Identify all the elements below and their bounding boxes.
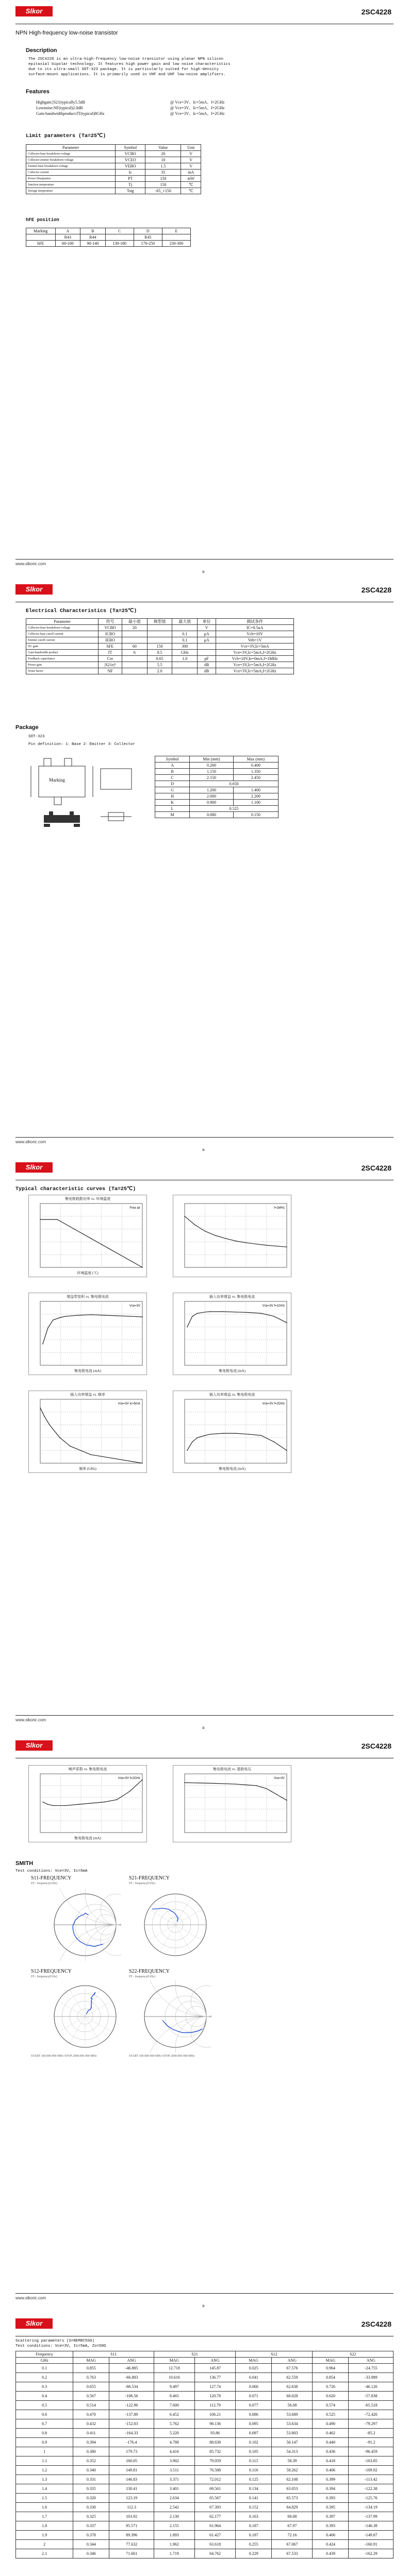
- x-axis-label: 频率 (GHz): [79, 1467, 96, 1471]
- table-row: 1.7 0.325 103.92 2.130 62.177 0.163 69.08 0.397 -137.99: [16, 2512, 394, 2521]
- data-point: [246, 1785, 247, 1786]
- table-row: 0.8 0.411 -164.33 5.220 93.86 0.097 53.803 0.462 -85.2: [16, 2429, 394, 2438]
- table-row: 0.6 0.470 -137.89 6.452 106.21 0.086 53.689 0.525 -72.426: [16, 2410, 394, 2419]
- s12-sweep: START 100.000 000 MHz STOP 2000.000 000 MHz: [31, 2055, 97, 2058]
- x-axis-label: 集电极电流 (mA): [219, 1369, 246, 1373]
- data-point: [66, 1805, 67, 1806]
- legend-label: Free air: [129, 1207, 140, 1210]
- description-text: The 2SC4228 is an ultra-high-frequency low-noise transistor using planar NPN silicon epitaxial bipolar technology. It features high power gain and low noise characteristics due to its ultra-small SOT-323 package. It is particularly suited for high-density surface-mount applications. It is primarily used in VHF and UHF low-noise amplifiers.: [28, 57, 231, 77]
- dimensions-table: Symbol Min (mm) Max (mm) A 0.200 0.400 B 1.150 1.350 C 2.150 2.450 D 0.650 G 1.200 1.400 H 2.000 2.200 K 0.900 1.100 L 0.525 M 0.080 0.150: [155, 756, 279, 818]
- data-point: [78, 1804, 79, 1805]
- sparam-conditions: Test conditions: Vce=3V, Ic=5mA, Zo=50Ω: [15, 2344, 106, 2348]
- data-point: [142, 1780, 143, 1781]
- s12-sub: FF− frequency(GHz): [31, 1975, 57, 1978]
- table-row: 1.6 0.330 112.3 2.542 67.393 0.152 64.829 0.395 -134.19: [16, 2503, 394, 2512]
- electrical-table: Parameter 符号 最小值 典型值 最大值 单位 测试条件 Collector-base breakdown voltage VCBO 20 V IC=0.5uA Collector base cutoff current ICBO 0.1 μA Vcb=10V Emitter cutoff current IEBO 0.1 μA Veb=1V DC gain hFE 60 150 300 Vce=3V,Ic=5mA Gain-bandwidth product fT 6 8.5 GHz Vce=3V,Ic=5mA,f=2GHz Feedback capacitance Cre 0.65 1.0 pF Vcb=10V,Ie=0mA,f=1MHz Power gain |S21e|² 5.5 dB Vce=3V,Ic=5mA,f=2GHz Noise factor NF 2.0 dB Vce=3V,Ic=5mA,f=2GHz: [26, 618, 294, 674]
- chart-title: 噪声系数 vs. 集电极电流: [68, 1767, 107, 1771]
- data-point: [70, 1446, 71, 1447]
- x-axis-label: 集电极电流 (mA): [74, 1369, 101, 1373]
- chart-ic-vs-vbe: [173, 1765, 291, 1842]
- s11-title: S11-FREQUENCY: [31, 1875, 72, 1881]
- legend-label: Vce=3V Ic=5mA: [118, 1402, 140, 1405]
- table-row: 1.9 0.378 89.396 1.893 61.427 0.187 72.16 0.406 -149.87: [16, 2531, 394, 2540]
- s22-sweep: START 100.000 000 MHz STOP 2000.000 000 MHz: [129, 2055, 195, 2058]
- chart-title: 插入功率增益 vs. 频率: [70, 1393, 105, 1397]
- polar-chart-s12: [49, 1980, 121, 2053]
- series-line: [187, 1433, 287, 1450]
- data-point: [74, 1229, 75, 1230]
- smith-chart-s11: [49, 1889, 121, 1961]
- data-point: [57, 1219, 58, 1220]
- table-row: 0.5 0.514 -122.96 7.600 112.79 0.077 56.08 0.574 -65.518: [16, 2401, 394, 2410]
- data-point: [235, 1433, 236, 1434]
- polar-chart-s21: [139, 1889, 211, 1961]
- x-axis-label: 环境温度 (℃): [77, 1271, 99, 1275]
- table-row: 0.4 0.567 -106.56 8.465 120.78 0.071 60.028 0.620 -57.838: [16, 2392, 394, 2401]
- data-point: [40, 1408, 41, 1409]
- table-row: 1.2 0.340 149.81 3.511 76.588 0.116 58.262 0.406 -109.92: [16, 2466, 394, 2475]
- table-row: 2 0.344 77.632 1.962 63.618 0.255 67.067 0.424 -160.91: [16, 2540, 394, 2549]
- smith-heading: SMITH: [15, 1860, 34, 1867]
- page-header: [0, 0, 409, 23]
- chart-title: 插入功率增益 vs. 集电极电流: [209, 1295, 255, 1299]
- page-mark: a: [202, 1725, 205, 1730]
- x-axis-label: 集电极电流 (mA): [219, 1467, 246, 1471]
- sparam-heading: Scattering parameters (S=NEM8C5S0): [15, 2339, 95, 2343]
- data-point: [266, 1245, 267, 1246]
- part-number: 2SC4228: [361, 8, 391, 16]
- data-point: [142, 1463, 143, 1464]
- data-point: [90, 1454, 91, 1455]
- data-point: [91, 1314, 92, 1315]
- data-point: [53, 1805, 54, 1806]
- chart-gain-vs-ic-1ghz: [173, 1293, 291, 1375]
- data-point: [187, 1450, 188, 1451]
- data-point: [44, 1416, 45, 1417]
- s21-sub: FF− frequency(GHz): [129, 1882, 155, 1885]
- data-point: [129, 1791, 130, 1792]
- x-axis-label: 集电极电流 (mA): [74, 1836, 101, 1840]
- chart-ft-vs-ic: [28, 1293, 147, 1375]
- page-4: [0, 1734, 409, 2310]
- reactance-arc: [101, 1925, 121, 1956]
- data-point: [117, 1799, 118, 1800]
- part-number: 2SC4228: [361, 586, 391, 594]
- table-row: 0.3 0.655 -86.534 9.497 127.74 0.060 62.638 0.726 -46.126: [16, 2382, 394, 2392]
- data-point: [266, 1788, 267, 1789]
- chart-gain-vs-ic-2ghz: [173, 1391, 291, 1473]
- legend-label: Vce=3V f=2GHz: [262, 1402, 285, 1405]
- legend-label: Vce=3V f=1GHz: [262, 1304, 285, 1308]
- data-point: [117, 1315, 118, 1316]
- data-point: [235, 1241, 236, 1242]
- series-line: [43, 1780, 142, 1805]
- data-point: [248, 1434, 249, 1435]
- data-point: [66, 1316, 67, 1317]
- data-point: [286, 1800, 287, 1801]
- data-point: [184, 1216, 185, 1217]
- data-point: [281, 1797, 282, 1798]
- data-point: [40, 1219, 41, 1220]
- chart-nf-vs-ic: [28, 1765, 147, 1842]
- series-line: [40, 1408, 142, 1463]
- plot-frame: [185, 1399, 287, 1463]
- data-point: [91, 1803, 92, 1804]
- data-point: [91, 1238, 92, 1239]
- part-number: 2SC4228: [361, 1742, 391, 1750]
- data-point: [205, 1312, 206, 1313]
- package-heading: Package: [15, 724, 39, 731]
- features-heading: Features: [26, 89, 50, 95]
- data-point: [192, 1316, 193, 1317]
- brand-logo: Slkor: [15, 2318, 53, 2329]
- page-mark: a: [202, 2303, 205, 2308]
- device-subtitle: NPN High-frequency low-noise transistor: [15, 30, 118, 36]
- brand-logo: Slkor: [15, 1162, 53, 1173]
- data-point: [205, 1435, 206, 1436]
- table-row: 0.7 0.432 -152.03 5.762 98.136 0.095 53.634 0.490 -79.297: [16, 2419, 394, 2429]
- table-row: 0.1 0.855 -46.885 12.718 145.87 0.025 67.576 0.964 -24.755: [16, 2364, 394, 2373]
- part-number: 2SC4228: [361, 1164, 391, 1172]
- data-point: [78, 1315, 79, 1316]
- data-point: [222, 1433, 223, 1434]
- data-point: [261, 1787, 262, 1788]
- plot-frame: [40, 1399, 142, 1463]
- page-1: [0, 0, 409, 576]
- data-point: [129, 1316, 130, 1317]
- legend-label: Vce=3V: [129, 1304, 140, 1308]
- table-row: 2.1 0.346 71.661 1.719 64.762 0.229 67.533 0.439 -162.29: [16, 2549, 394, 2558]
- page-header: [0, 2312, 409, 2335]
- data-point: [47, 1328, 48, 1329]
- plot-frame: [185, 1774, 287, 1833]
- data-point: [184, 1782, 185, 1783]
- data-point: [246, 1242, 247, 1243]
- s21-title: S21-FREQUENCY: [129, 1875, 170, 1881]
- page-header: [0, 1734, 409, 1757]
- table-row: 1.8 0.337 95.571 2.155 61.964 0.187 67.97 0.393 -146.38: [16, 2521, 394, 2531]
- data-point: [60, 1317, 61, 1318]
- data-point: [197, 1313, 198, 1314]
- sparam-table: Frequency S11 S21 S12 S22 GHz MAG ANG MAG ANG MAG ANG MAG ANG 0.1 0.855 -46.885 12.718 145.87 0.025 67.576 0.964 -24.755 0.2 0.763 -66.883 10.616 136.77 0.041 62.559 0.854 -33.989 0.3 0.655 -86.534 9.497 127.74 0.060 62.638 0.726 -46.126 0.4 0.567 -106.56 8.465 120.78 0.071 60.028 0.620 -57.838 0.5 0.514 -122.96 7.600 112.79 0.077 56.08 0.574 -65.518 0.6 0.470 -137.89 6.452 106.21 0.086 53.689 0.525 -72.426 0.7 0.432 -152.03 5.762 98.136 0.095 53.634 0.490 -79.297 0.8 0.411 -164.33 5.220 93.86 0.097 53.803 0.462 -85.2 0.9 0.394 -176.4 4.788 88.638 0.102 56.147 0.440 -91.2 1 0.380 179.73 4.416 85.732 0.105 54.313 0.436 -96.459 1.1 0.352 160.05 3.902 79.059 0.115 58.39 0.418 -103.85 1.2 0.340 149.81 3.511 76.588 0.116 58.262 0.406 -109.92 1.3 0.331 146.83 3.371 72.012 0.125 62.108 0.399 -113.42 1.4 0.335 130.41 3.401 69.561 0.134 63.053 0.394 -122.38 1.5 0.320 123.19 2.634 65.567 0.141 65.573 0.393 -125.76 1.6 0.330 112.3 2.542 67.393 0.152 64.829 0.395 -134.19 1.7 0.325 103.92 2.130 62.177 0.163 69.08 0.397 -137.99 1.8 0.337 95.571 2.155 61.964 0.187 67.97 0.393 -146.38 1.9 0.378 89.396 1.893 61.427 0.187 72.16 0.406 -149.87 2 0.344 77.632 1.962 63.618 0.255 67.067 0.424 -160.91 2.1 0.346 71.661 1.719 64.762 0.229 67.533 0.439 -162.29: [15, 2351, 394, 2558]
- series-line: [185, 1216, 287, 1247]
- page-2: [0, 578, 409, 1154]
- data-point: [192, 1442, 193, 1443]
- table-row: 1 0.380 179.73 4.416 85.732 0.105 54.313 0.436 -96.459: [16, 2447, 394, 2456]
- data-point: [273, 1442, 274, 1443]
- data-point: [205, 1231, 206, 1232]
- data-point: [142, 1267, 143, 1268]
- legend-label: f=1MHz: [274, 1207, 285, 1210]
- table-row: 1.4 0.335 130.41 3.401 69.561 0.134 63.053 0.394 -122.38: [16, 2484, 394, 2494]
- footer-url: www.slkoric.com: [15, 2296, 46, 2300]
- data-point: [142, 1316, 143, 1317]
- legend-label: Vce=3V: [273, 1777, 285, 1780]
- data-point: [273, 1316, 274, 1317]
- data-point: [197, 1437, 198, 1438]
- package-name: SOT-323: [28, 735, 45, 739]
- brand-logo: Slkor: [15, 584, 53, 595]
- plot-frame: [185, 1204, 287, 1267]
- data-point: [235, 1312, 236, 1313]
- data-point: [286, 1247, 287, 1248]
- data-point: [104, 1802, 105, 1803]
- trace-line: [86, 1992, 95, 2014]
- data-point: [187, 1327, 188, 1328]
- data-point: [104, 1315, 105, 1316]
- data-point: [215, 1235, 216, 1236]
- data-point: [235, 1784, 236, 1785]
- chart-power-vs-temp: [28, 1195, 147, 1277]
- part-number: 2SC4228: [361, 2320, 391, 2328]
- series-line: [40, 1219, 142, 1267]
- table-row: 0.2 0.763 -66.883 10.616 136.77 0.041 62.559 0.854 -33.989: [16, 2373, 394, 2382]
- data-point: [42, 1802, 43, 1803]
- limit-table: Parameter Symbol Value Unit Collector-base breakdown voltage VCBO 20 V Collector-emitter breakdown voltage VCEO 10 V Emitter-base breakdown voltage VEBO 1.5 V Collector current Ic 35 mA Power Dissipation PT 150 mW Junction temperature Tj 150 ℃ Storage temperature Tstg -65_+150 ℃: [26, 144, 201, 194]
- footer-url: www.slkoric.com: [15, 1140, 46, 1144]
- hfe-heading: hFE position: [26, 217, 59, 223]
- data-point: [261, 1435, 262, 1436]
- data-point: [261, 1313, 262, 1314]
- table-row: 1.3 0.331 146.83 3.371 72.012 0.125 62.108 0.399 -113.42: [16, 2475, 394, 2484]
- chart-title: 增益带宽积 vs. 集电极电流: [67, 1295, 109, 1299]
- s22-sub: FF− frequency(GHz): [129, 1975, 155, 1978]
- data-point: [210, 1311, 211, 1312]
- chart-gain-vs-freq: [28, 1391, 147, 1473]
- chart-title: 插入功率增益 vs. 集电极电流: [209, 1393, 255, 1397]
- description-heading: Description: [26, 47, 57, 54]
- data-point: [222, 1311, 223, 1312]
- chart-title: 集电极耗散功率 vs. 环境温度: [64, 1197, 111, 1201]
- pin-definition: Pin definition: 1：Base 2：Emitter 3：Collector: [28, 742, 136, 747]
- smith-test-conditions: Test conditions: Vce=3V, Ic=5mA: [15, 1869, 88, 1873]
- data-point: [225, 1238, 226, 1239]
- trace-line: [152, 1908, 178, 1922]
- chart-title: 集电极电流 vs. 基极电压: [212, 1767, 252, 1771]
- table-row: 0.9 0.394 -176.4 4.788 88.638 0.102 56.147 0.440 -91.2: [16, 2438, 394, 2447]
- brand-logo: Slkor: [15, 6, 53, 16]
- footer-url: www.slkoric.com: [15, 1718, 46, 1722]
- plot-frame: [40, 1204, 142, 1267]
- data-point: [286, 1323, 287, 1324]
- data-point: [276, 1246, 277, 1247]
- page-5: [0, 2312, 409, 2576]
- typical-heading: Typical characteristic curves (Ta=25℃): [15, 1187, 136, 1192]
- data-point: [256, 1785, 257, 1786]
- s22-title: S22-FREQUENCY: [129, 1969, 170, 1974]
- smith-chart-s22: [139, 1980, 211, 2053]
- data-point: [53, 1319, 54, 1320]
- marking-label: Marking: [49, 777, 65, 783]
- page-mark: a: [202, 1147, 205, 1152]
- data-point: [276, 1794, 277, 1795]
- data-point: [248, 1312, 249, 1313]
- limit-heading: Limit parameters (Ta=25℃): [26, 133, 106, 139]
- page-3: [0, 1156, 409, 1732]
- electrical-heading: Electrical Characteristics (Ta=25℃): [26, 608, 137, 614]
- s11-sub: FF− frequency(GHz): [31, 1882, 57, 1885]
- legend-label: Vce=3V f=2GHz: [118, 1777, 140, 1780]
- plot-frame: [185, 1301, 287, 1365]
- chart-capacitance: [173, 1195, 291, 1277]
- reactance-arc: [101, 1894, 121, 1925]
- brand-logo: Slkor: [15, 1740, 53, 1751]
- page-header: [0, 1156, 409, 1179]
- data-point: [256, 1244, 257, 1245]
- data-point: [42, 1344, 43, 1345]
- footer-url: www.slkoric.com: [15, 562, 46, 566]
- data-point: [108, 1248, 109, 1249]
- page-header: [0, 578, 409, 601]
- features-list: Highgain:|S21|typically5.5dB @ Vce=3V、Ic=5mA、f=2GHz Lownoise:NF(typical)2.0dB @ Vce=3V、Ic=5mA、f=2GHz Gain-bandwidthproduct:fT(typical)8GHz @ Vce=3V、Ic=5mA、f=2GHz: [36, 100, 225, 116]
- data-point: [271, 1791, 272, 1792]
- table-row: 1.5 0.320 123.19 2.634 65.567 0.141 65.573 0.393 -125.76: [16, 2494, 394, 2503]
- data-point: [41, 1410, 42, 1411]
- s12-title: S12-FREQUENCY: [31, 1969, 72, 1974]
- data-point: [47, 1804, 48, 1805]
- data-point: [49, 1425, 50, 1426]
- data-point: [286, 1450, 287, 1451]
- data-point: [194, 1225, 195, 1226]
- page-mark: a: [202, 569, 205, 574]
- plot-frame: [40, 1301, 142, 1365]
- data-point: [59, 1437, 60, 1438]
- reactance-arc: [191, 1986, 211, 2016]
- package-drawing: [28, 756, 142, 833]
- data-point: [210, 1434, 211, 1435]
- table-row: 1.1 0.352 160.05 3.902 79.059 0.115 58.39 0.418 -103.85: [16, 2456, 394, 2466]
- data-point: [125, 1258, 126, 1259]
- hfe-table: Marking A B C D E R43 R44 R45 hFE 60-100 90-140 130-180 170-250 230-300: [26, 228, 191, 247]
- data-point: [215, 1783, 216, 1784]
